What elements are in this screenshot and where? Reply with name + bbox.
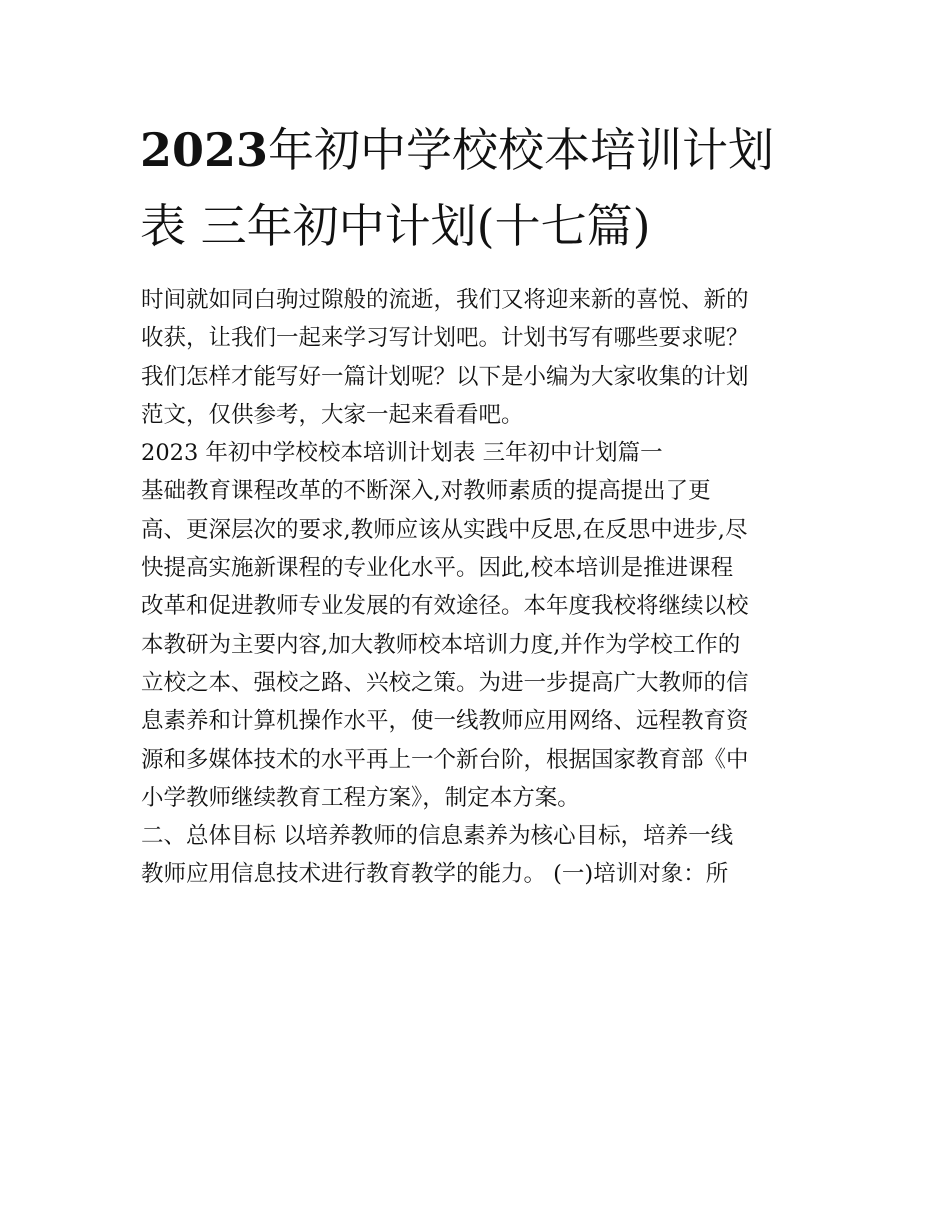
title-line-2: 表 三年初中计划(十七篇) [140, 199, 651, 253]
body-line: 息素养和计算机操作水平，使一线教师应用网络、远程教育资 [141, 708, 749, 735]
body-line: 快提高实施新课程的专业化水平。因此,校本培训是推进课程 [141, 555, 734, 582]
body-line: 源和多媒体技术的水平再上一个新台阶，根据国家教育部《中 [141, 746, 749, 773]
body-line: 基础教育课程改革的不断深入,对教师素质的提高提出了更 [141, 478, 711, 505]
body-line: 教师应用信息技术进行教育教学的能力。 (一)培训对象：所 [141, 861, 729, 888]
title-line-1 [140, 112, 820, 188]
body-line: 范文，仅供参考，大家一起来看看吧。 [141, 401, 524, 428]
body-line: 小学教师继续教育工程方案》，制定本方案。 [141, 784, 580, 811]
body-line: 时间就如同白驹过隙般的流逝，我们又将迎来新的喜悦、新的 [141, 287, 749, 313]
document-body [141, 281, 821, 894]
body-line: 收获，让我们一起来学习写计划吧。计划书写有哪些要求呢？ [141, 325, 749, 352]
body-line: 改革和促进教师专业发展的有效途径。本年度我校将继续以校 [141, 593, 749, 620]
body-line: 立校之本、强校之路、兴校之策。为进一步提高广大教师的信 [141, 669, 749, 696]
title-year: 2023 [140, 123, 269, 177]
title-line-1-text: 年初中学校校本培训计划 [268, 123, 775, 177]
document-title [140, 112, 820, 264]
body-line: 我们怎样才能写好一篇计划呢？以下是小编为大家收集的计划 [141, 363, 749, 390]
body-line: 本教研为主要内容,加大教师校本培训力度,并作为学校工作的 [141, 631, 741, 658]
body-line: 二、总体目标 以培养教师的信息素养为核心目标，培养一线 [141, 823, 734, 850]
body-line: 高、更深层次的要求,教师应该从实践中反思,在反思中进步,尽 [141, 516, 748, 543]
section-heading: 2023 年初中学校校本培训计划表 三年初中计划篇一 [141, 440, 663, 467]
